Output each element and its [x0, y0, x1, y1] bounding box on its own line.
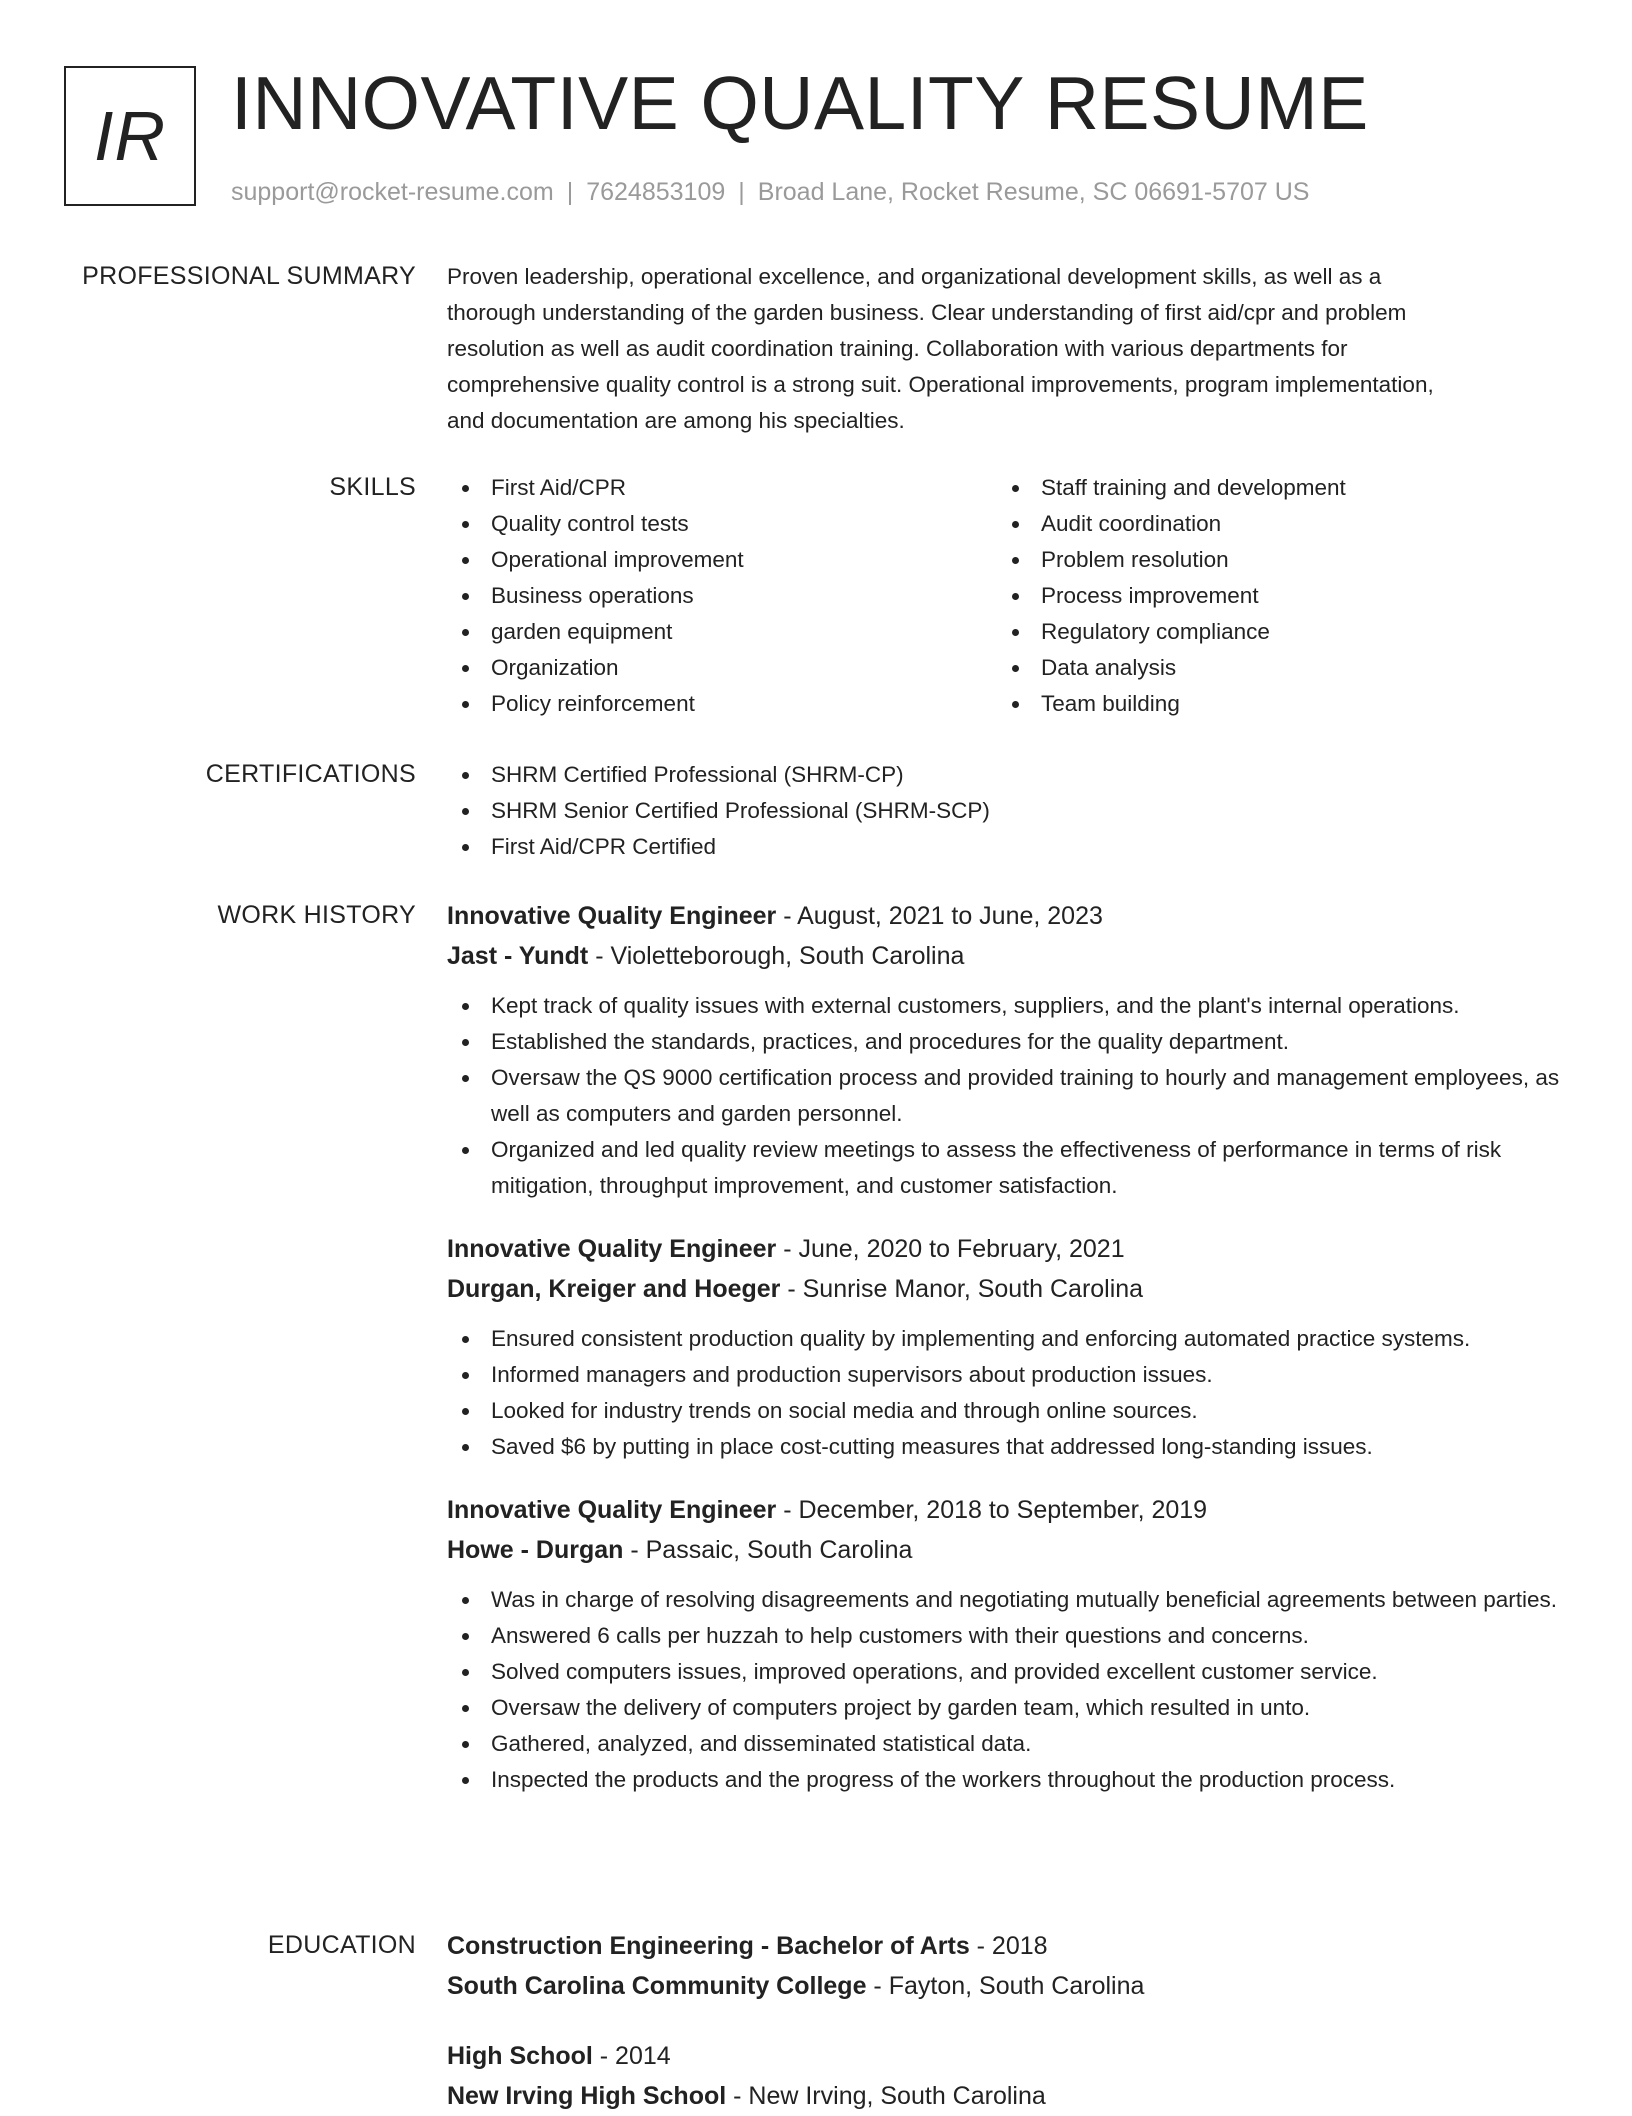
skill-item: Regulatory compliance	[997, 614, 1547, 650]
job-bullets	[447, 988, 1569, 1204]
resume-name: INNOVATIVE QUALITY RESUME	[231, 61, 1369, 145]
job-company: Durgan, Kreiger and Hoeger	[447, 1275, 781, 1303]
monogram-text: IR	[94, 97, 166, 175]
section-label: CERTIFICATIONS	[205, 760, 416, 788]
education-entry	[447, 2036, 1569, 2116]
job-bullet: Saved $6 by putting in place cost-cutting measures that addressed long-standing issues.	[447, 1429, 1569, 1465]
section-label: EDUCATION	[267, 1931, 416, 1959]
skill-item: garden equipment	[447, 614, 997, 650]
job-bullet: Looked for industry trends on social media and through online sources.	[447, 1393, 1569, 1429]
education-school: South Carolina Community College	[447, 1972, 867, 2000]
summary-line: and documentation are among his specialties.	[447, 408, 905, 433]
education-location: - Fayton, South Carolina	[866, 1972, 1145, 2000]
education-year: - 2014	[592, 2042, 671, 2070]
skill-item: Staff training and development	[997, 470, 1547, 506]
skill-item: Process improvement	[997, 578, 1547, 614]
section-label: PROFESSIONAL SUMMARY	[82, 262, 416, 290]
job-title-line	[447, 1490, 1569, 1530]
job-dates: - August, 2021 to June, 2023	[776, 902, 1103, 930]
education-entry	[447, 1926, 1569, 2006]
job-bullet: Was in charge of resolving disagreements and negotiating mutually beneficial agreements between parties.	[447, 1582, 1569, 1618]
skill-item: Audit coordination	[997, 506, 1547, 542]
job-bullets	[447, 1321, 1569, 1465]
job-bullet: Informed managers and production supervisors about production issues.	[447, 1357, 1569, 1393]
section-label: WORK HISTORY	[217, 901, 416, 929]
job-title-line	[447, 896, 1569, 936]
job-bullets	[447, 1582, 1569, 1798]
job-entry	[447, 896, 1569, 1204]
monogram-logo	[64, 66, 196, 206]
summary-line: thorough understanding of the garden business. Clear understanding of first aid/cpr and problem	[447, 300, 1407, 325]
education-body	[447, 1926, 1569, 2116]
job-bullet: Oversaw the QS 9000 certification process and provided training to hourly and management employees, as well as computers and garden personnel.	[447, 1060, 1569, 1132]
skill-item: Quality control tests	[447, 506, 997, 542]
skill-item: Operational improvement	[447, 542, 997, 578]
skill-item: Policy reinforcement	[447, 686, 997, 722]
job-company-line	[447, 1530, 1569, 1570]
skills-list-left	[447, 470, 997, 722]
education-degree: Construction Engineering - Bachelor of Arts	[447, 1932, 970, 1960]
job-title: Innovative Quality Engineer	[447, 902, 777, 930]
job-location: - Sunrise Manor, South Carolina	[780, 1275, 1144, 1303]
job-bullet: Established the standards, practices, and procedures for the quality department.	[447, 1024, 1569, 1060]
skill-item: Organization	[447, 650, 997, 686]
summary-line: Proven leadership, operational excellence, and organizational development skills, as well as a	[447, 264, 1382, 289]
certification-item: SHRM Senior Certified Professional (SHRM-SCP)	[447, 793, 1569, 829]
certification-item: First Aid/CPR Certified	[447, 829, 1569, 865]
section-label: SKILLS	[329, 473, 416, 501]
contact-address: Broad Lane, Rocket Resume, SC 06691-5707 US	[757, 178, 1310, 206]
job-location: - Passaic, South Carolina	[623, 1536, 913, 1564]
certifications-body	[447, 757, 1569, 865]
summary-body	[447, 259, 1569, 439]
certification-item: SHRM Certified Professional (SHRM-CP)	[447, 757, 1569, 793]
education-degree-line	[447, 2036, 1569, 2076]
summary-line: comprehensive quality control is a strong suit. Operational improvements, program implementation,	[447, 372, 1434, 397]
job-bullet: Ensured consistent production quality by implementing and enforcing automated practice systems.	[447, 1321, 1569, 1357]
job-bullet: Answered 6 calls per huzzah to help customers with their questions and concerns.	[447, 1618, 1569, 1654]
certifications-list	[447, 757, 1569, 865]
job-entry	[447, 1490, 1569, 1798]
job-company: Howe - Durgan	[447, 1536, 624, 1564]
contact-phone: 7624853109	[586, 178, 726, 206]
education-school-line	[447, 2076, 1569, 2116]
job-bullet: Kept track of quality issues with external customers, suppliers, and the plant's internal operations.	[447, 988, 1569, 1024]
education-degree: High School	[447, 2042, 593, 2070]
job-bullet: Solved computers issues, improved operations, and provided excellent customer service.	[447, 1654, 1569, 1690]
job-company: Jast - Yundt	[447, 942, 589, 970]
job-entry	[447, 1229, 1569, 1465]
skill-item: Problem resolution	[997, 542, 1547, 578]
skill-item: Team building	[997, 686, 1547, 722]
job-title: Innovative Quality Engineer	[447, 1235, 777, 1263]
contact-email: support@rocket-resume.com	[231, 178, 554, 206]
skill-item: Business operations	[447, 578, 997, 614]
education-location: - New Irving, South Carolina	[726, 2082, 1046, 2110]
skills-body	[447, 470, 1569, 722]
job-title: Innovative Quality Engineer	[447, 1496, 777, 1524]
education-school-line	[447, 1966, 1569, 2006]
job-bullet: Oversaw the delivery of computers project by garden team, which resulted in unto.	[447, 1690, 1569, 1726]
education-degree-line	[447, 1926, 1569, 1966]
contact-separator: |	[738, 178, 745, 206]
contact-line	[231, 175, 1309, 209]
job-company-line	[447, 936, 1569, 976]
summary-text	[447, 259, 1569, 439]
education-school: New Irving High School	[447, 2082, 727, 2110]
job-title-line	[447, 1229, 1569, 1269]
job-dates: - December, 2018 to September, 2019	[776, 1496, 1208, 1524]
job-bullet: Organized and led quality review meetings to assess the effectiveness of performance in terms of risk mitigation, throughput improvement, and customer satisfaction.	[447, 1132, 1569, 1204]
job-company-line	[447, 1269, 1569, 1309]
skill-item: First Aid/CPR	[447, 470, 997, 506]
job-location: - Violetteborough, South Carolina	[588, 942, 965, 970]
education-year: - 2018	[969, 1932, 1048, 1960]
job-bullet: Gathered, analyzed, and disseminated statistical data.	[447, 1726, 1569, 1762]
skills-list-right	[997, 470, 1547, 722]
work-history-body	[447, 896, 1569, 1798]
summary-line: resolution as well as audit coordination training. Collaboration with various departments for	[447, 336, 1348, 361]
contact-separator: |	[566, 178, 574, 206]
skill-item: Data analysis	[997, 650, 1547, 686]
job-dates: - June, 2020 to February, 2021	[776, 1235, 1125, 1263]
job-bullet: Inspected the products and the progress of the workers throughout the production process.	[447, 1762, 1569, 1798]
